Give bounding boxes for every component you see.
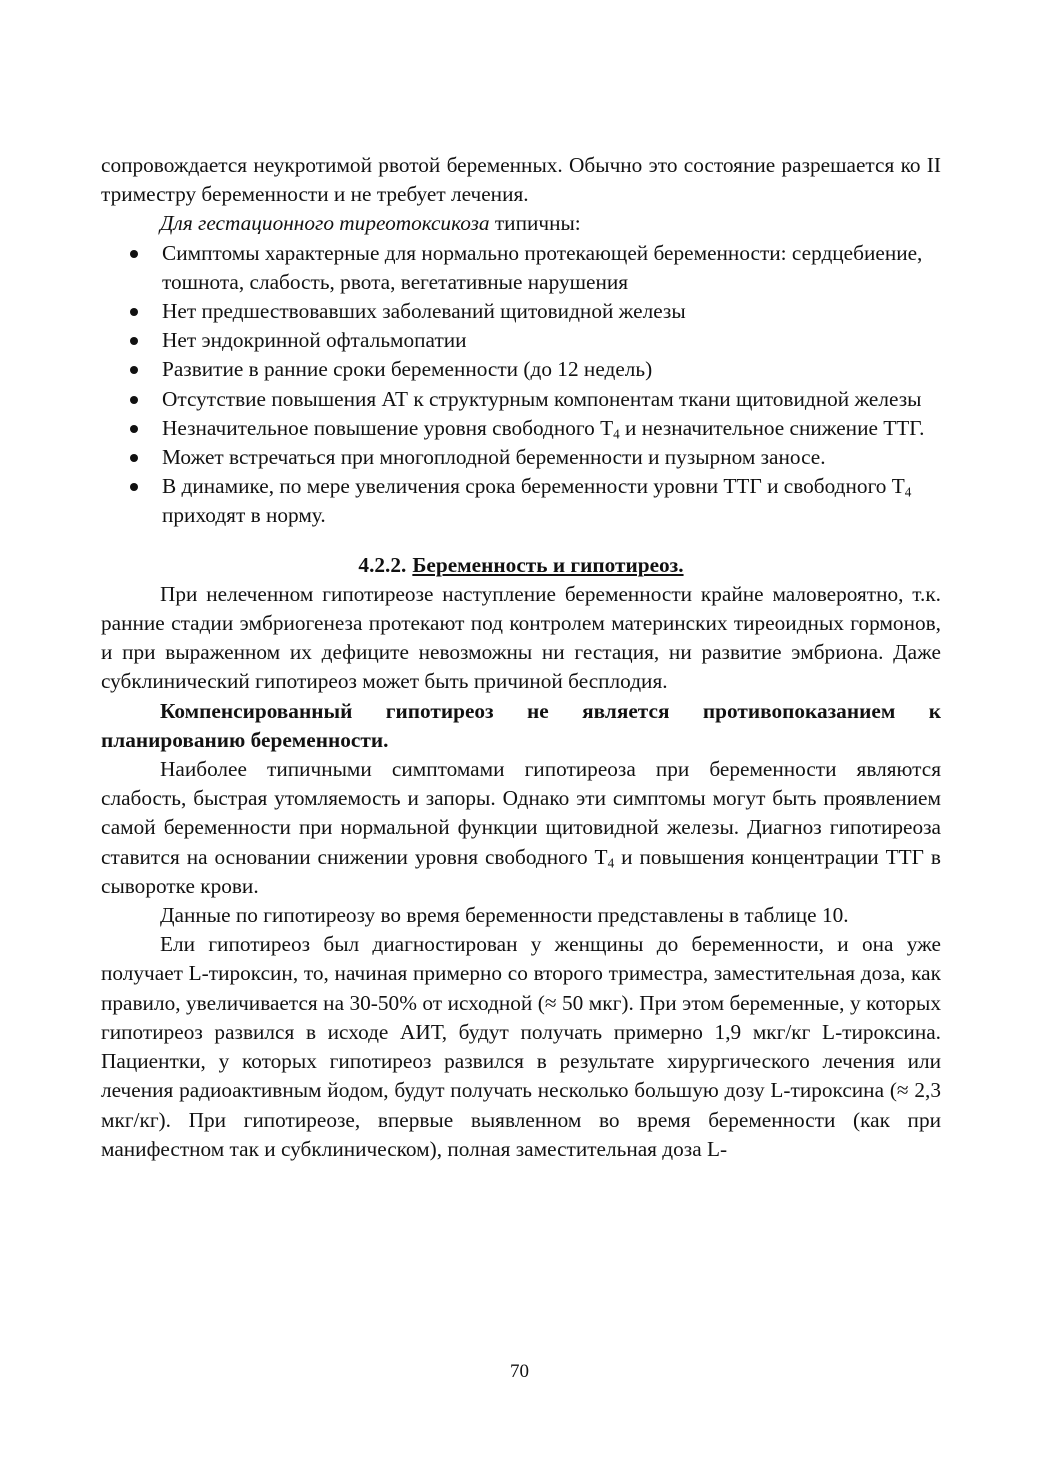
bullet-icon [130,337,138,345]
section-title: Беременность и гипотиреоз. [412,552,684,577]
list-item-text: Нет предшествовавших заболеваний щитовидной железы [162,299,686,324]
list-item [101,443,941,472]
list-item-text: Симптомы характерные для нормально протекающей беременности: сердцебиение, тошнота, слабость, рвота, вегетативные нарушения [162,240,923,294]
list-item-text: Может встречаться при многоплодной беременности и пузырном заносе. [162,445,826,470]
page-number: 70 [510,1361,529,1382]
list-item [101,239,941,297]
list-intro-italic: Для гестационного тиреотоксикоза [160,211,490,236]
subscript: 4 [613,426,620,442]
paragraph-continuation: сопровождается неукротимой рвотой беременных. Обычно это состояние разрешается ко II триместру беременности и не требует лечения. [101,153,941,207]
bullet-icon [130,454,138,462]
bullet-icon [130,250,138,258]
list-item-text: и незначительное снижение ТТГ. [619,415,925,440]
paragraph: При нелеченном гипотиреозе наступление беременности крайне маловероятно, т.к. ранние стадии эмбриогенеза протекают под контролем материнских тиреоидных гормонов, и при выраженном их дефиците невозможны ни гестация, ни развитие эмбриона. Даже субклинический гипотиреоз может быть причиной бесплодия. [101,581,941,694]
list-item-text: приходят в норму. [162,503,326,528]
list-item [101,297,941,326]
list-item [101,385,941,414]
paragraph: Данные по гипотиреозу во время беременности представлены в таблице 10. [160,903,849,928]
section-heading [101,551,941,580]
list-item-text: Незначительное повышение уровня свободного Т [162,415,614,440]
paragraph-text: и повышения концентрации ТТГ в сыворотке крови. [101,844,941,898]
bullet-icon [130,396,138,404]
page-body [101,151,941,1164]
list-intro [101,209,941,238]
bullet-icon [130,483,138,491]
bullet-icon [130,308,138,316]
section-number: 4.2.2. [358,552,407,577]
paragraph: Ели гипотиреоз был диагностирован у женщины до беременности, и она уже получает L-тироксин, то, начиная примерно со второго триместра, заместительная доза, как правило, увеличивается на 30-50% от исходной (≈ 50 мкг). При этом беременные, у которых гипотиреоз развился в исходе АИТ, будут получать примерно 1,9 мкг/кг L-тироксина. Пациентки, у которых гипотиреоз развился в результате хирургического лечения или лечения радиоактивным йодом, будут получать несколько большую дозу L-тироксина (≈ 2,3 мкг/кг). При гипотиреозе, впервые выявленном во время беременности (как при манифестном так и субклиническом), полная заместительная доза L- [101,932,941,1161]
list-item-text: Отсутствие повышения АТ к структурным компонентам ткани щитовидной железы [162,386,922,411]
list-item [101,355,941,384]
list-item-text: Развитие в ранние сроки беременности (до 12 недель) [162,357,653,382]
subscript: 4 [904,484,912,500]
list-item [101,414,941,443]
list-item-text: В динамике, по мере увеличения срока беременности уровни ТТГ и свободного Т [162,474,905,499]
bullet-icon [130,366,138,374]
list-item [101,472,941,530]
bold-statement: Компенсированный гипотиреоз не является противопоказанием к планированию беременности. [101,698,941,752]
paragraph [101,755,941,901]
paragraph-text: Наиболее типичными симптомами гипотиреоза при беременности являются слабость, быстрая утомляемость и запоры. Однако эти симптомы могут быть проявлением самой беременности при нормальной функции щитовидной железы. Диагноз гипотиреоза ставится на основании снижении уровня свободного Т [101,757,941,869]
bullet-icon [130,425,138,433]
subscript: 4 [607,854,615,870]
symptom-list [101,239,941,531]
list-intro-rest: типичны: [489,211,581,236]
list-item-text: Нет эндокринной офтальмопатии [162,328,467,353]
list-item [101,326,941,355]
